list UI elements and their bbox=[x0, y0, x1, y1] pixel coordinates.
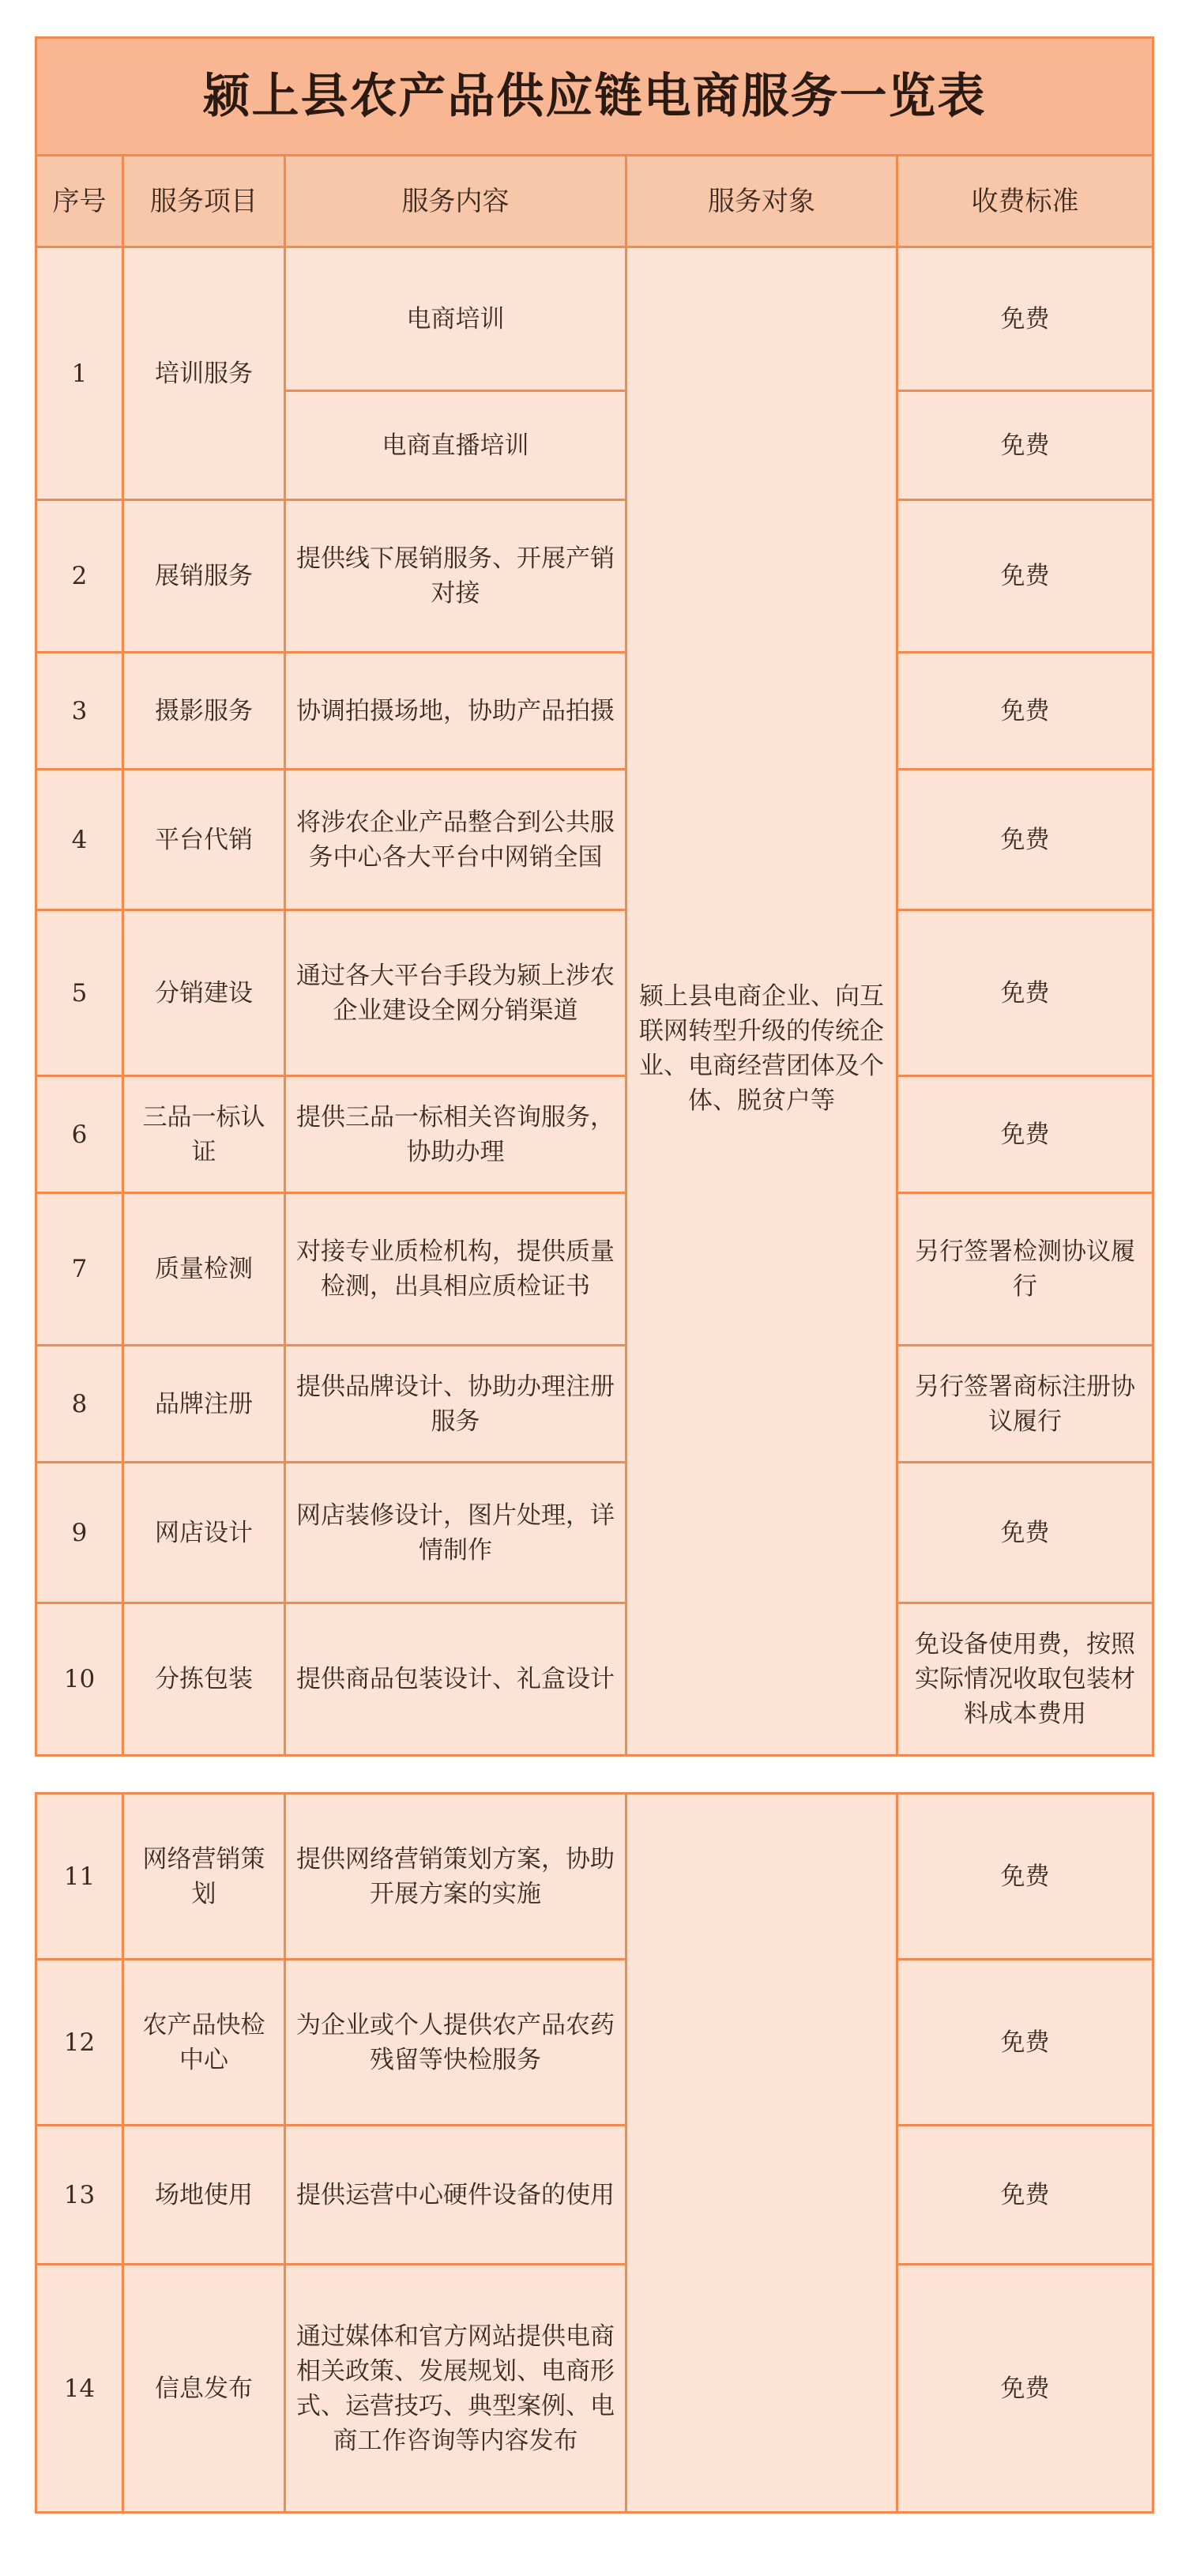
table-row bbox=[36, 653, 1153, 770]
header-no: 序号 bbox=[36, 156, 123, 247]
service-project: 摄影服务 bbox=[123, 653, 285, 770]
row-number: 10 bbox=[36, 1603, 123, 1756]
service-fee: 免费 bbox=[897, 653, 1153, 770]
table-row bbox=[36, 1960, 1153, 2126]
table-row bbox=[36, 1193, 1153, 1346]
service-project: 分销建设 bbox=[123, 910, 285, 1076]
header-row bbox=[36, 156, 1153, 247]
table-row bbox=[36, 247, 1153, 391]
service-content: 提供线下展销服务、开展产销对接 bbox=[285, 500, 626, 653]
header-project: 服务项目 bbox=[123, 156, 285, 247]
table-row bbox=[36, 2126, 1153, 2265]
service-content: 对接专业质检机构，提供质量检测，出具相应质检证书 bbox=[285, 1193, 626, 1346]
service-fee: 免费 bbox=[897, 391, 1153, 500]
service-content: 提供三品一标相关咨询服务，协助办理 bbox=[285, 1076, 626, 1193]
row-number: 12 bbox=[36, 1960, 123, 2126]
service-project: 信息发布 bbox=[123, 2265, 285, 2513]
service-content: 为企业或个人提供农产品农药残留等快检服务 bbox=[285, 1960, 626, 2126]
service-table-part-1 bbox=[35, 36, 1154, 1757]
service-fee: 免费 bbox=[897, 2126, 1153, 2265]
table-row bbox=[36, 1603, 1153, 1756]
table-row bbox=[36, 770, 1153, 910]
service-project: 质量检测 bbox=[123, 1193, 285, 1346]
row-number: 7 bbox=[36, 1193, 123, 1346]
service-content: 提供网络营销策划方案，协助开展方案的实施 bbox=[285, 1794, 626, 1960]
service-content: 提供品牌设计、协助办理注册服务 bbox=[285, 1346, 626, 1463]
service-project: 分拣包装 bbox=[123, 1603, 285, 1756]
table-row bbox=[36, 500, 1153, 653]
service-fee: 免费 bbox=[897, 1076, 1153, 1193]
row-number: 9 bbox=[36, 1463, 123, 1603]
service-content: 网店装修设计，图片处理，详情制作 bbox=[285, 1463, 626, 1603]
table-row bbox=[36, 910, 1153, 1076]
service-fee: 另行签署检测协议履行 bbox=[897, 1193, 1153, 1346]
row-number: 3 bbox=[36, 653, 123, 770]
row-number: 13 bbox=[36, 2126, 123, 2265]
table-row bbox=[36, 1076, 1153, 1193]
service-target: 颍上县电商企业、向互联网转型升级的传统企业、电商经营团体及个体、脱贫户等 bbox=[626, 247, 897, 1756]
row-number: 2 bbox=[36, 500, 123, 653]
service-fee: 免费 bbox=[897, 770, 1153, 910]
service-project: 培训服务 bbox=[123, 247, 285, 500]
service-table-part-2 bbox=[35, 1792, 1154, 2514]
service-content: 电商培训 bbox=[285, 247, 626, 391]
table-row bbox=[36, 1346, 1153, 1463]
row-number: 5 bbox=[36, 910, 123, 1076]
header-content: 服务内容 bbox=[285, 156, 626, 247]
service-content: 通过各大平台手段为颍上涉农企业建设全网分销渠道 bbox=[285, 910, 626, 1076]
service-fee: 免费 bbox=[897, 1463, 1153, 1603]
header-target: 服务对象 bbox=[626, 156, 897, 247]
service-fee: 免设备使用费，按照实际情况收取包装材料成本费用 bbox=[897, 1603, 1153, 1756]
page-title: 颍上县农产品供应链电商服务一览表 bbox=[36, 38, 1153, 156]
table-row bbox=[36, 1463, 1153, 1603]
service-fee: 免费 bbox=[897, 247, 1153, 391]
service-content: 提供商品包装设计、礼盒设计 bbox=[285, 1603, 626, 1756]
service-fee: 免费 bbox=[897, 2265, 1153, 2513]
service-target-blank bbox=[626, 1794, 897, 2513]
table-row bbox=[36, 2265, 1153, 2513]
row-number: 14 bbox=[36, 2265, 123, 2513]
row-number: 4 bbox=[36, 770, 123, 910]
row-number: 11 bbox=[36, 1794, 123, 1960]
service-project: 三品一标认证 bbox=[123, 1076, 285, 1193]
service-fee: 免费 bbox=[897, 910, 1153, 1076]
row-number: 6 bbox=[36, 1076, 123, 1193]
service-project: 展销服务 bbox=[123, 500, 285, 653]
service-content: 电商直播培训 bbox=[285, 391, 626, 500]
service-project: 平台代销 bbox=[123, 770, 285, 910]
row-number: 1 bbox=[36, 247, 123, 500]
service-fee: 另行签署商标注册协议履行 bbox=[897, 1346, 1153, 1463]
service-fee: 免费 bbox=[897, 1960, 1153, 2126]
service-project: 品牌注册 bbox=[123, 1346, 285, 1463]
table-row bbox=[36, 1794, 1153, 1960]
service-fee: 免费 bbox=[897, 1794, 1153, 1960]
header-fee: 收费标准 bbox=[897, 156, 1153, 247]
service-content: 通过媒体和官方网站提供电商相关政策、发展规划、电商形式、运营技巧、典型案例、电商工作咨询等内容发布 bbox=[285, 2265, 626, 2513]
row-number: 8 bbox=[36, 1346, 123, 1463]
service-project: 农产品快检中心 bbox=[123, 1960, 285, 2126]
service-project: 场地使用 bbox=[123, 2126, 285, 2265]
service-content: 提供运营中心硬件设备的使用 bbox=[285, 2126, 626, 2265]
service-project: 网店设计 bbox=[123, 1463, 285, 1603]
service-project: 网络营销策划 bbox=[123, 1794, 285, 1960]
service-content: 协调拍摄场地，协助产品拍摄 bbox=[285, 653, 626, 770]
service-content: 将涉农企业产品整合到公共服务中心各大平台中网销全国 bbox=[285, 770, 626, 910]
service-fee: 免费 bbox=[897, 500, 1153, 653]
